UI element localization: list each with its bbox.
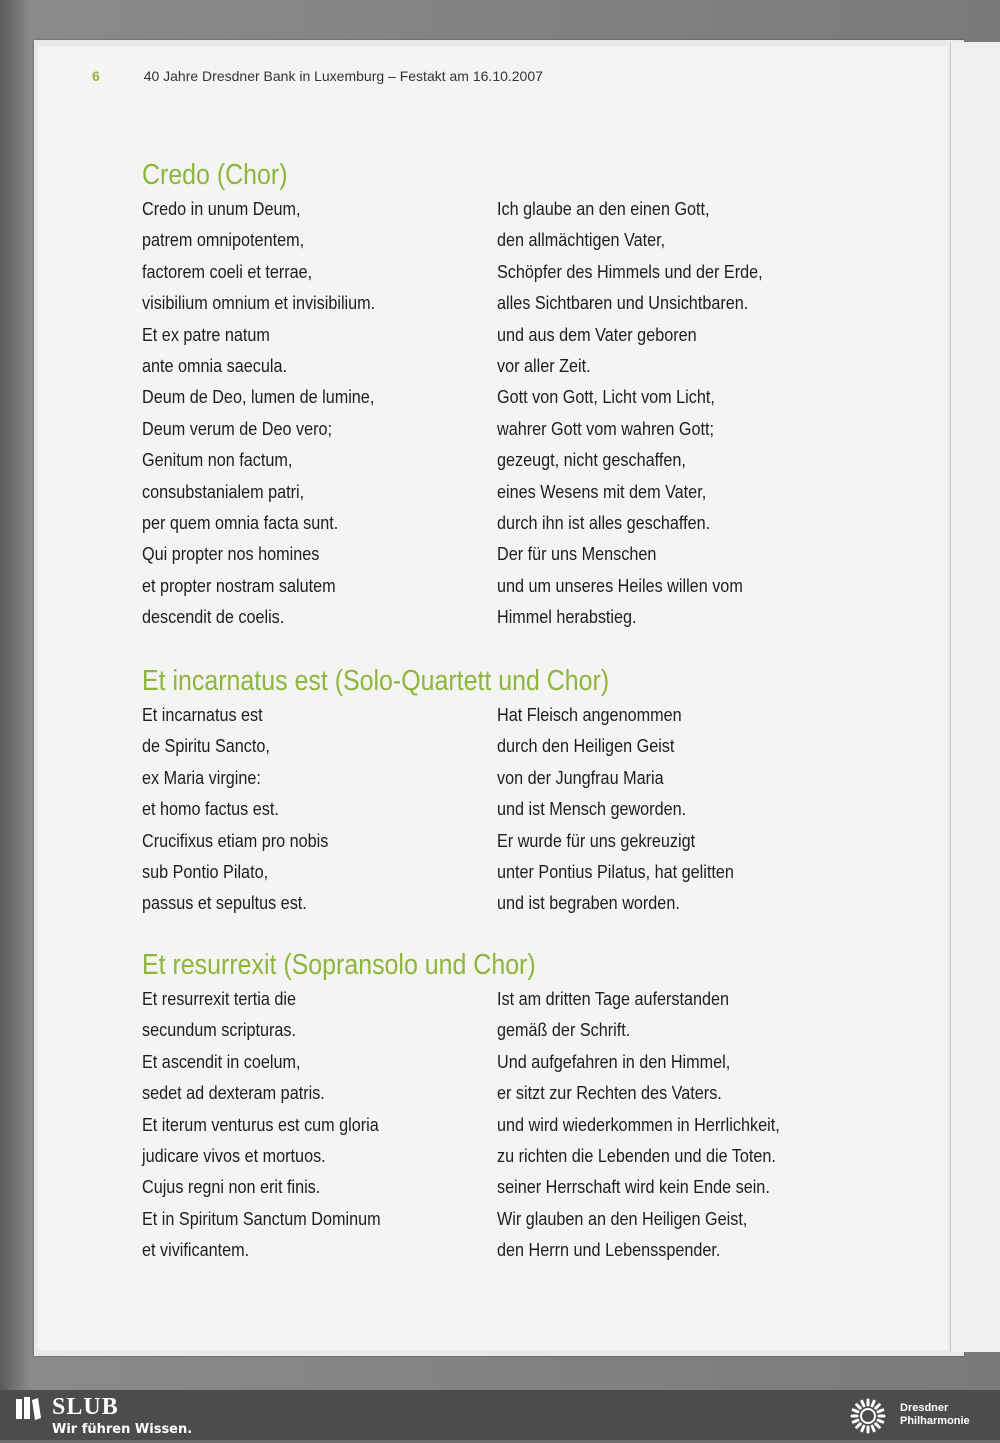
text-line: de Spiritu Sancto, bbox=[142, 736, 270, 757]
adjacent-page-edge bbox=[950, 42, 1000, 1352]
text-line: et propter nostram salutem bbox=[142, 575, 336, 596]
incarnatus-latin-text bbox=[142, 700, 349, 920]
page-number: 6 bbox=[92, 68, 100, 84]
page-header bbox=[92, 68, 543, 84]
text-line: secundum scripturas. bbox=[142, 1020, 296, 1041]
text-line: von der Jungfrau Maria bbox=[497, 767, 664, 788]
text-line: Gott von Gott, Licht vom Licht, bbox=[497, 387, 715, 408]
philharmonie-logo-text bbox=[900, 1402, 970, 1428]
footer-bar bbox=[0, 1390, 1000, 1440]
text-line: Et iterum venturus est cum gloria bbox=[142, 1114, 379, 1135]
text-line: ex Maria virgine: bbox=[142, 767, 261, 788]
text-line: gemäß der Schrift. bbox=[497, 1020, 631, 1041]
text-line: Wir glauben an den Heiligen Geist, bbox=[497, 1208, 748, 1229]
text-line: zu richten die Lebenden und die Toten. bbox=[497, 1146, 776, 1167]
text-line: descendit de coelis. bbox=[142, 607, 285, 628]
incarnatus-german-text bbox=[497, 700, 760, 920]
text-line: Et ex patre natum bbox=[142, 324, 270, 345]
text-line: und um unseres Heiles willen vom bbox=[497, 575, 743, 596]
text-line: passus et sepultus est. bbox=[142, 893, 307, 914]
text-line: eines Wesens mit dem Vater, bbox=[497, 481, 707, 502]
section-title-credo: Credo (Chor) bbox=[142, 159, 288, 191]
resurrexit-german-text bbox=[497, 984, 811, 1267]
text-line: et homo factus est. bbox=[142, 799, 279, 820]
text-line: Der für uns Menschen bbox=[497, 544, 657, 565]
text-line: sedet ad dexteram patris. bbox=[142, 1083, 325, 1104]
text-line: Ich glaube an den einen Gott, bbox=[497, 199, 710, 219]
text-line: er sitzt zur Rechten des Vaters. bbox=[497, 1083, 722, 1104]
section-title-resurrexit: Et resurrexit (Sopransolo und Chor) bbox=[142, 949, 536, 981]
text-line: und aus dem Vater geboren bbox=[497, 324, 697, 345]
text-line: per quem omnia facta sunt. bbox=[142, 513, 339, 534]
text-line: et vivificantem. bbox=[142, 1240, 250, 1261]
text-line: durch ihn ist alles geschaffen. bbox=[497, 513, 711, 534]
text-line: den Herrn und Lebensspender. bbox=[497, 1240, 721, 1261]
text-line: den allmächtigen Vater, bbox=[497, 230, 666, 251]
text-line: sub Pontio Pilato, bbox=[142, 862, 269, 883]
text-line: Et ascendit in coelum, bbox=[142, 1051, 301, 1072]
slub-tagline: Wir führen Wissen. bbox=[52, 1422, 193, 1437]
text-line: und ist Mensch geworden. bbox=[497, 799, 687, 820]
text-line: unter Pontius Pilatus, hat gelitten bbox=[497, 862, 734, 883]
text-line: Schöpfer des Himmels und der Erde, bbox=[497, 261, 763, 282]
text-line: Er wurde für uns gekreuzigt bbox=[497, 830, 696, 851]
text-line: und wird wiederkommen in Herrlichkeit, bbox=[497, 1114, 780, 1135]
text-line: Crucifixus etiam pro nobis bbox=[142, 830, 329, 851]
text-line: Et resurrexit tertia die bbox=[142, 989, 296, 1009]
slub-book-icon bbox=[14, 1396, 42, 1427]
text-line: Und aufgefahren in den Himmel, bbox=[497, 1051, 731, 1072]
text-line: ante omnia saecula. bbox=[142, 356, 287, 377]
text-line: Genitum non factum, bbox=[142, 450, 293, 471]
running-title: 40 Jahre Dresdner Bank in Luxemburg – Festakt am 16.10.2007 bbox=[143, 68, 543, 84]
text-line: alles Sichtbaren und Unsichtbaren. bbox=[497, 293, 749, 314]
text-line: seiner Herrschaft wird kein Ende sein. bbox=[497, 1177, 770, 1198]
text-line: Qui propter nos homines bbox=[142, 544, 320, 565]
text-line: Et incarnatus est bbox=[142, 705, 263, 725]
text-line: Et in Spiritum Sanctum Dominum bbox=[142, 1208, 381, 1229]
text-line: wahrer Gott vom wahren Gott; bbox=[497, 418, 714, 439]
text-line: gezeugt, nicht geschaffen, bbox=[497, 450, 686, 471]
philharmonie-line-1: Dresdner bbox=[900, 1402, 949, 1414]
text-line: consubstanialem patri, bbox=[142, 481, 305, 502]
text-line: durch den Heiligen Geist bbox=[497, 736, 675, 757]
text-line: Deum verum de Deo vero; bbox=[142, 418, 332, 439]
credo-latin-text bbox=[142, 194, 401, 634]
text-line: visibilium omnium et invisibilium. bbox=[142, 293, 376, 314]
philharmonie-sunburst-icon bbox=[842, 1394, 894, 1443]
credo-german-text bbox=[497, 194, 792, 634]
text-line: Deum de Deo, lumen de lumine, bbox=[142, 387, 375, 408]
text-line: Cujus regni non erit finis. bbox=[142, 1177, 321, 1198]
resurrexit-latin-text bbox=[142, 984, 407, 1267]
slub-logo-text: SLUB bbox=[52, 1394, 119, 1420]
text-line: und ist begraben worden. bbox=[497, 893, 680, 914]
section-title-incarnatus: Et incarnatus est (Solo-Quartett und Chor) bbox=[142, 665, 610, 697]
text-line: vor aller Zeit. bbox=[497, 356, 591, 377]
text-line: Credo in unum Deum, bbox=[142, 199, 301, 219]
text-line: Ist am dritten Tage auferstanden bbox=[497, 989, 730, 1009]
text-line: factorem coeli et terrae, bbox=[142, 261, 313, 282]
philharmonie-line-2: Philharmonie bbox=[900, 1415, 970, 1427]
text-line: Himmel herabstieg. bbox=[497, 607, 637, 628]
text-line: Hat Fleisch angenommen bbox=[497, 705, 682, 725]
text-line: patrem omnipotentem, bbox=[142, 230, 305, 251]
text-line: judicare vivos et mortuos. bbox=[142, 1146, 326, 1167]
